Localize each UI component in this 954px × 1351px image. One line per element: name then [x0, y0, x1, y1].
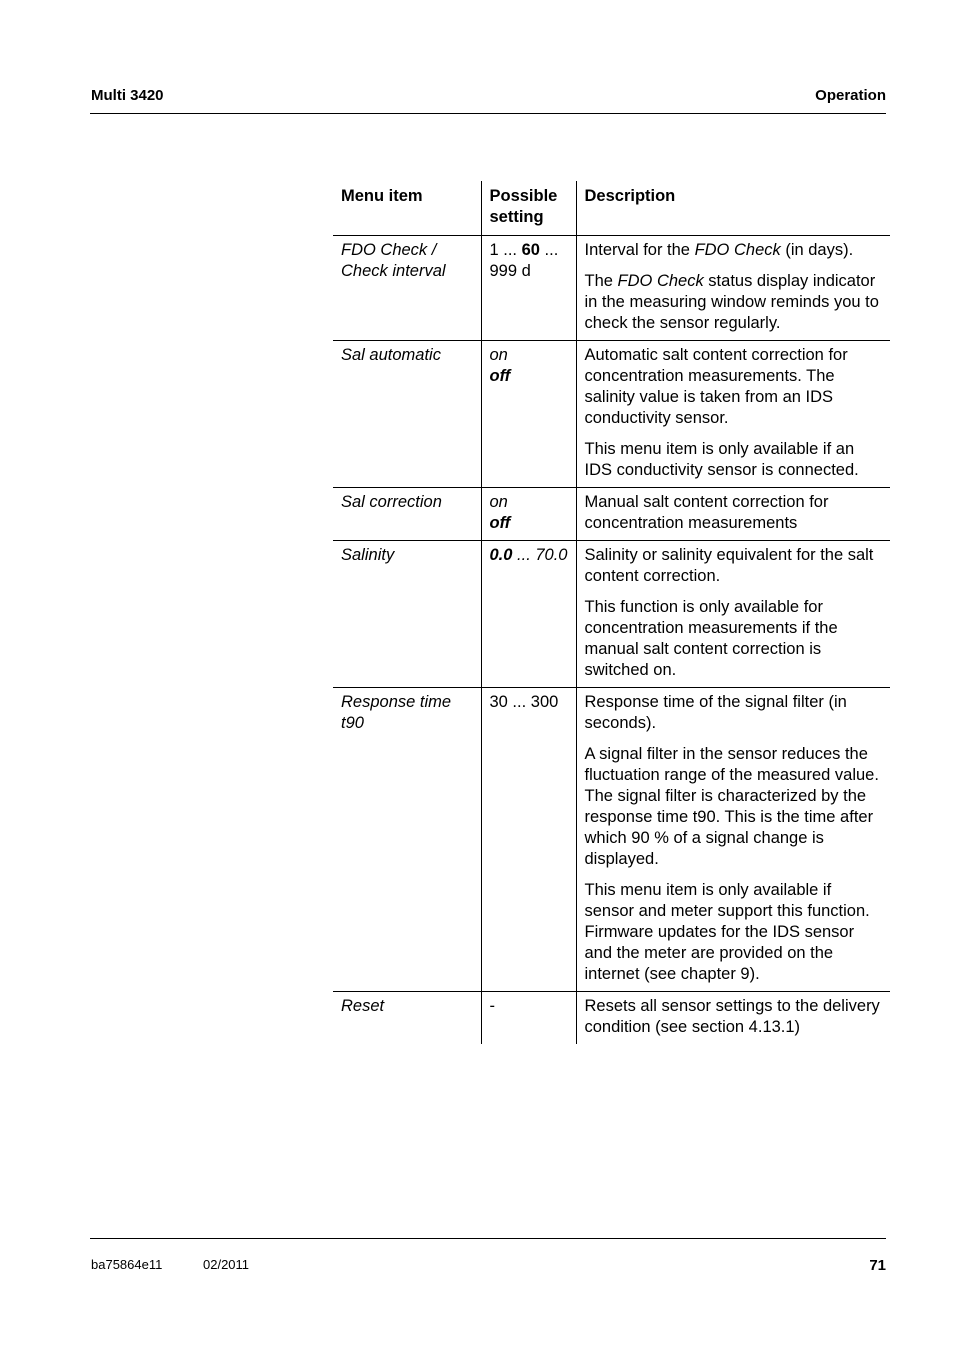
table-row [333, 341, 890, 488]
default-setting: 0.0 [489, 546, 513, 564]
column-header-menu-item: Menu item [333, 181, 481, 236]
footer-rule [90, 1238, 886, 1239]
description-cell [576, 236, 890, 341]
menu-item-name-cont: Check interval [341, 262, 446, 280]
menu-item-name: Sal automatic [333, 341, 481, 488]
setting-cell: 1 ... 60 ... 999 d [481, 236, 576, 341]
description-cell [576, 992, 890, 1045]
setting-option: on [489, 493, 508, 511]
table-row [333, 992, 890, 1045]
description-paragraph: Manual salt content correction for concentration measurements [584, 493, 829, 532]
description-paragraph: Resets all sensor settings to the delivery condition (see section 4.13.1) [584, 997, 880, 1036]
description-cell [576, 341, 890, 488]
setting-cell: 0.0 ... 70.0 [481, 541, 576, 688]
table-row [333, 236, 890, 341]
default-setting: 60 [521, 241, 540, 259]
description-paragraph: This menu item is only available if sensor and meter support this function. Firmware updates for the IDS sensor and the meter are provided on the internet (see chapter 9). [584, 881, 870, 983]
column-header-possible-setting: Possible setting [481, 181, 576, 236]
menu-item-name: Response time t90 [333, 688, 481, 992]
running-header-section: Operation [815, 87, 886, 104]
menu-item-name: Reset [341, 997, 385, 1015]
setting-cell [481, 341, 576, 488]
default-setting: off [489, 367, 511, 385]
menu-item-name: FDO Check / [341, 241, 437, 259]
description-paragraph: Automatic salt content correction for concentration measurements. The salinity value is taken from an IDS conductivity sensor. [584, 346, 848, 427]
table-row [333, 688, 890, 992]
description-cell [576, 488, 890, 541]
table-row [333, 488, 890, 541]
description-paragraph: Response time of the signal filter (in seconds). [584, 693, 847, 732]
page-number: 71 [869, 1257, 886, 1274]
setting-cell: 30 ... 300 [481, 688, 576, 992]
settings-table [333, 181, 890, 1044]
running-header-title: Multi 3420 [91, 87, 164, 104]
footer-date: 02/2011 [203, 1257, 250, 1272]
setting-option: on [489, 346, 508, 364]
menu-item-name: Sal correction [333, 488, 481, 541]
setting-cell [481, 488, 576, 541]
description-paragraph: Interval for the FDO Check (in days). [584, 241, 854, 259]
description-cell [576, 688, 890, 992]
description-paragraph: This menu item is only available if an IDS conductivity sensor is connected. [584, 440, 859, 479]
table-row [333, 541, 890, 688]
table-header-row [333, 181, 890, 236]
default-setting: off [489, 514, 511, 532]
footer-document-id: ba75864e11 [91, 1257, 163, 1272]
description-paragraph: Salinity or salinity equivalent for the salt content correction. [584, 546, 874, 585]
column-header-description: Description [576, 181, 890, 236]
description-paragraph: A signal filter in the sensor reduces the fluctuation range of the measured value. The signal filter is characterized by the response time t90. This is the time after which 90 % of a signal change is displayed. [584, 745, 879, 868]
description-cell [576, 541, 890, 688]
menu-item-cell [333, 236, 481, 341]
description-paragraph: This function is only available for concentration measurements if the manual salt content correction is switched on. [584, 598, 838, 679]
header-rule [90, 113, 886, 114]
menu-item-name: Salinity [333, 541, 481, 688]
setting-cell: - [481, 992, 576, 1045]
description-paragraph: The FDO Check status display indicator in the measuring window reminds you to check the sensor regularly. [584, 272, 879, 332]
